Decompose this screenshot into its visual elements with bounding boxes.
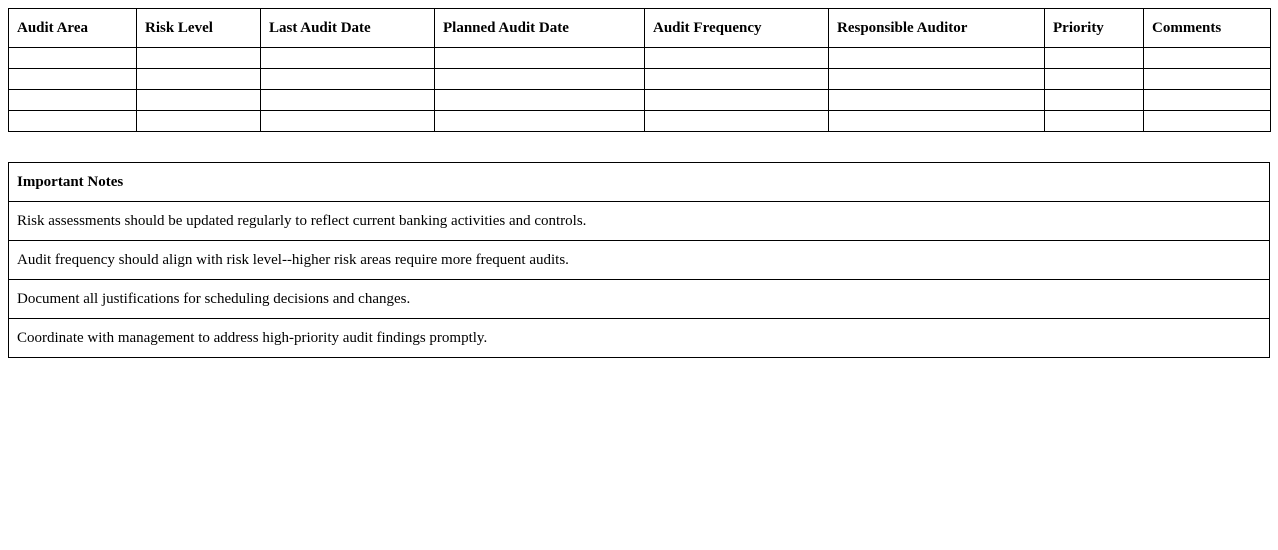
note-row <box>9 241 1270 280</box>
column-header-risk-level: Risk Level <box>137 9 261 48</box>
table-cell[interactable] <box>645 69 829 90</box>
note-item: Risk assessments should be updated regularly to reflect current banking activities and controls. <box>9 202 1270 241</box>
table-row <box>9 48 1271 69</box>
table-cell[interactable] <box>1045 111 1144 132</box>
table-cell[interactable] <box>137 69 261 90</box>
table-cell[interactable] <box>9 69 137 90</box>
table-cell[interactable] <box>1144 90 1271 111</box>
table-cell[interactable] <box>829 69 1045 90</box>
table-cell[interactable] <box>9 90 137 111</box>
note-row <box>9 319 1270 358</box>
table-cell[interactable] <box>645 48 829 69</box>
table-cell[interactable] <box>137 111 261 132</box>
table-row <box>9 69 1271 90</box>
table-cell[interactable] <box>435 48 645 69</box>
column-header-responsible-auditor: Responsible Auditor <box>829 9 1045 48</box>
table-cell[interactable] <box>137 90 261 111</box>
note-item: Coordinate with management to address high-priority audit findings promptly. <box>9 319 1270 358</box>
table-cell[interactable] <box>435 111 645 132</box>
audit-schedule-table <box>8 8 1271 132</box>
note-row <box>9 202 1270 241</box>
note-row <box>9 280 1270 319</box>
table-cell[interactable] <box>1045 69 1144 90</box>
table-row <box>9 90 1271 111</box>
table-cell[interactable] <box>1144 69 1271 90</box>
table-cell[interactable] <box>9 111 137 132</box>
note-item: Audit frequency should align with risk level--higher risk areas require more frequent audits. <box>9 241 1270 280</box>
table-cell[interactable] <box>1045 90 1144 111</box>
table-row <box>9 111 1271 132</box>
table-cell[interactable] <box>137 48 261 69</box>
table-cell[interactable] <box>829 48 1045 69</box>
notes-header-row <box>9 163 1270 202</box>
table-cell[interactable] <box>261 69 435 90</box>
column-header-last-audit-date: Last Audit Date <box>261 9 435 48</box>
table-cell[interactable] <box>1045 48 1144 69</box>
table-cell[interactable] <box>435 69 645 90</box>
column-header-audit-frequency: Audit Frequency <box>645 9 829 48</box>
important-notes-table <box>8 162 1270 358</box>
table-cell[interactable] <box>829 90 1045 111</box>
notes-title: Important Notes <box>9 163 1270 202</box>
note-item: Document all justifications for scheduling decisions and changes. <box>9 280 1270 319</box>
table-cell[interactable] <box>1144 111 1271 132</box>
column-header-planned-audit-date: Planned Audit Date <box>435 9 645 48</box>
column-header-comments: Comments <box>1144 9 1271 48</box>
table-cell[interactable] <box>645 111 829 132</box>
table-cell[interactable] <box>261 90 435 111</box>
table-cell[interactable] <box>829 111 1045 132</box>
table-cell[interactable] <box>1144 48 1271 69</box>
table-cell[interactable] <box>9 48 137 69</box>
table-cell[interactable] <box>435 90 645 111</box>
column-header-audit-area: Audit Area <box>9 9 137 48</box>
table-cell[interactable] <box>261 111 435 132</box>
column-header-priority: Priority <box>1045 9 1144 48</box>
table-cell[interactable] <box>261 48 435 69</box>
table-cell[interactable] <box>645 90 829 111</box>
table-header-row <box>9 9 1271 48</box>
